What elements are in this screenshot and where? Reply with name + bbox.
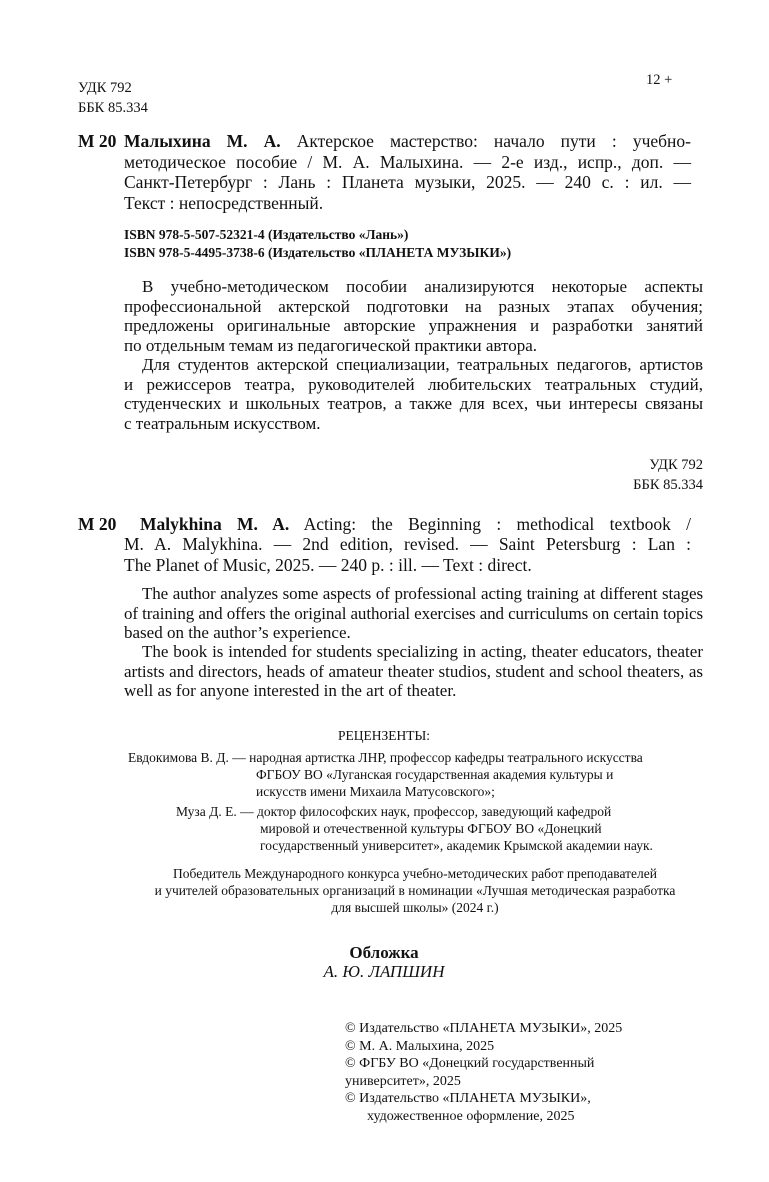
copyright-line: © Издательство «ПЛАНЕТА МУЗЫКИ», 2025 bbox=[345, 1021, 623, 1036]
en-record-line-1: Malykhina M. A. Acting: the Beginning : methodical textbook / bbox=[140, 514, 691, 534]
award-note: Победитель Международного конкурса учебно-методических работ преподавателей и учителей образовательных организаций в номинации «Лучшая методическая разработка для высшей школы» (2024 г.) bbox=[154, 866, 676, 915]
copyright-line: © ФГБУ ВО «Донецкий государственный bbox=[345, 1056, 595, 1071]
ru-record-line-4: Текст : непосредственный. bbox=[124, 192, 324, 213]
copyright-line: © М. А. Малыхина, 2025 bbox=[345, 1038, 495, 1054]
copyright-block bbox=[345, 1020, 685, 1125]
ru-record-line-1: Малыхина М. А. Актерское мастерство: начало пути : учебно- bbox=[124, 131, 691, 151]
cover-artist: А. Ю. ЛАПШИН bbox=[323, 962, 445, 981]
en-author-code: M 20 bbox=[78, 514, 117, 534]
reviewers-heading: РЕЦЕНЗЕНТЫ: bbox=[337, 728, 431, 743]
age-rating: 12 + bbox=[646, 72, 673, 88]
udk-code: УДК 792 bbox=[78, 80, 132, 96]
reviewer-2: Муза Д. Е. — доктор философских наук, профессор, заведующий кафедрой мировой и отечественной культуры ФГБОУ ВО «Донецкий государственный университет», академик Крымской академии наук. bbox=[176, 804, 653, 853]
isbn-lan: ISBN 978-5-507-52321-4 (Издательство «Лань») bbox=[124, 227, 409, 242]
en-abstract-2: The book is intended for students specializing in acting, theater educators, theater artists and directors, heads of amateur theater studios, student and school theaters, as well as for anyone interested in the art of theater. bbox=[124, 642, 703, 700]
cover-label: Обложка bbox=[349, 943, 419, 962]
en-author: Malykhina M. A. bbox=[140, 514, 290, 534]
reviewer-1: Евдокимова В. Д. — народная артистка ЛНР, профессор кафедры театрального искусства ФГБОУ ВО «Луганская государственная академия культуры и искусств имени Михаила Матусовского»; bbox=[128, 750, 643, 799]
ru-author: Малыхина М. А. bbox=[124, 131, 281, 151]
ru-record-line-2: методическое пособие / М. А. Малыхина. — 2-е изд., испр., доп. — bbox=[124, 151, 691, 172]
en-bibliographic-record-cont bbox=[124, 534, 691, 575]
en-bibliographic-record bbox=[140, 514, 691, 535]
ru-bibliographic-record bbox=[124, 131, 691, 213]
copyright-line: художественное оформление, 2025 bbox=[367, 1108, 575, 1124]
udk-code-right: УДК 792 bbox=[649, 457, 703, 473]
en-record-line-3: The Planet of Music, 2025. — 240 p. : ill. — Text : direct. bbox=[124, 554, 532, 575]
ru-abstract-2: Для студентов актерской специализации, театральных педагогов, артистов и режиссеров театра, руководителей любительских театральных студий, студенческих и школьных театров, а также для всех, чьи интересы связаны с театральным искусством. bbox=[124, 355, 703, 433]
isbn-planet-music: ISBN 978-5-4495-3738-6 (Издательство «ПЛАНЕТА МУЗЫКИ») bbox=[124, 245, 512, 260]
ru-author-code: М 20 bbox=[78, 131, 117, 151]
en-abstract-1: The author analyzes some aspects of professional acting training at different stages of training and offers the original authorial exercises and curriculums on certain topics based on the author’s experience. bbox=[124, 584, 703, 642]
en-record-line-2: M. A. Malykhina. — 2nd edition, revised. — Saint Petersburg : Lan : bbox=[124, 534, 691, 554]
ru-record-line-3: Санкт-Петербург : Лань : Планета музыки, 2025. — 240 с. : ил. — bbox=[124, 172, 691, 192]
bbk-code: ББК 85.334 bbox=[78, 100, 148, 116]
ru-abstract-1: В учебно-методическом пособии анализируются некоторые аспекты профессиональной актерской подготовки на разных этапах обучения; предложены оригинальные авторские упражнения и разработки занятий по отдельным темам из педагогической практики автора. bbox=[124, 277, 703, 355]
copyright-line: университет», 2025 bbox=[345, 1073, 461, 1089]
copyright-line: © Издательство «ПЛАНЕТА МУЗЫКИ», bbox=[345, 1091, 591, 1106]
bbk-code-right: ББК 85.334 bbox=[633, 477, 703, 493]
